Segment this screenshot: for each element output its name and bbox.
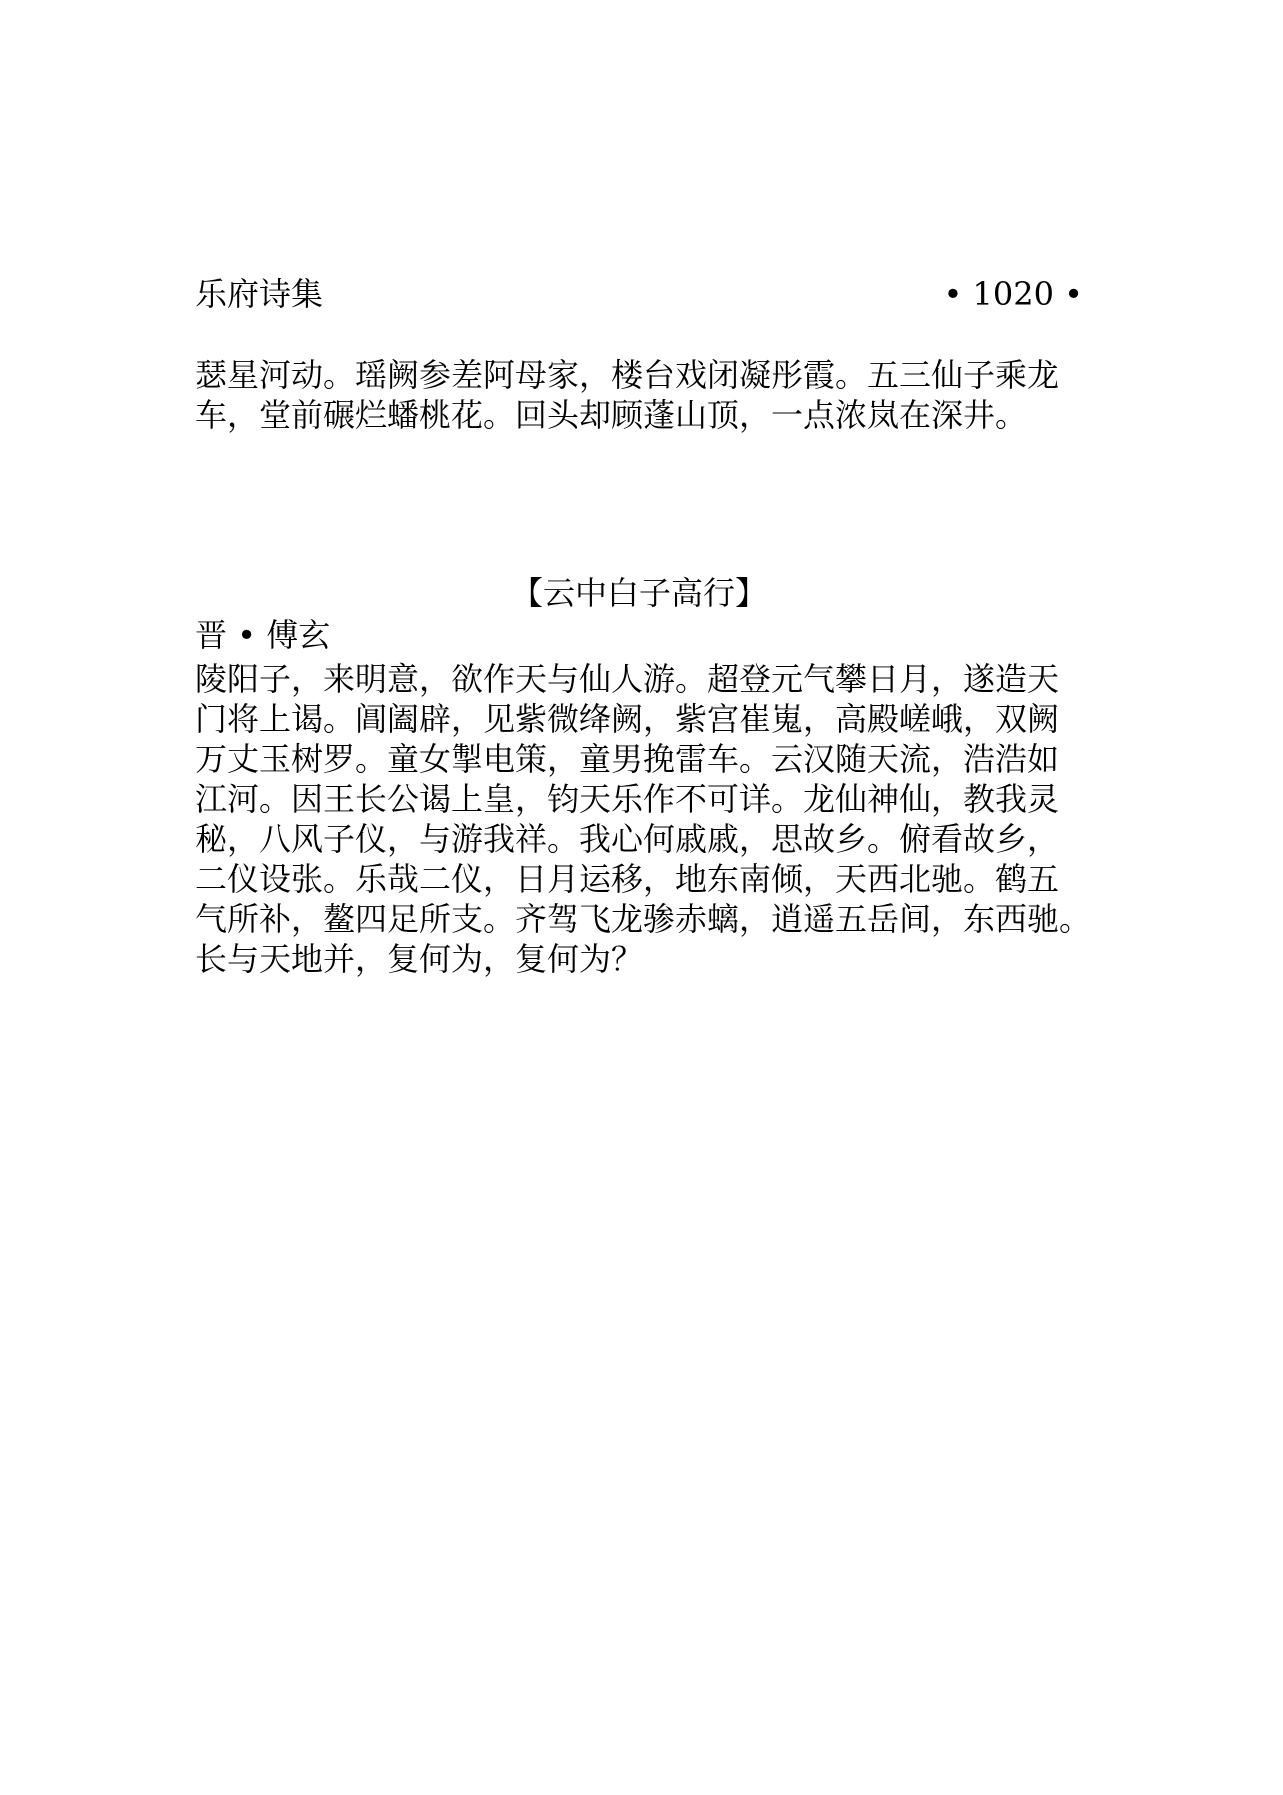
text-line: 陵阳子，来明意，欲作天与仙人游。超登元气攀日月，遂造天 [195, 660, 1060, 698]
text-line: 瑟星河动。瑶阙参差阿母家，楼台戏闭凝彤霞。五三仙子乘龙 [195, 356, 1060, 394]
poem-author: 晋 • 傅玄 [195, 616, 331, 654]
text-line: 二仪设张。乐哉二仪，日月运移，地东南倾，天西北驰。鹤五 [195, 860, 1060, 898]
poem-title: 【云中白子高行】 [510, 574, 767, 612]
text-line: 万丈玉树罗。童女掣电策，童男挽雷车。云汉随天流，浩浩如 [195, 740, 1060, 778]
text-line: 气所补，鳌四足所支。齐驾飞龙骖赤螭，逍遥五岳间，东西驰。 [195, 900, 1092, 938]
text-line: 秘，八风子仪，与游我祥。我心何戚戚，思故乡。俯看故乡， [195, 820, 1060, 858]
text-line: 门将上谒。阊阖辟，见紫微绛阙，紫宫崔嵬，高殿嵯峨，双阙 [195, 700, 1060, 738]
text-line: 江河。因王长公谒上皇，钧天乐作不可详。龙仙神仙，教我灵 [195, 780, 1060, 818]
text-line: 长与天地并，复何为，复何为？ [195, 940, 644, 978]
page-header [195, 272, 1083, 316]
poem-body [195, 659, 1115, 979]
continuation-paragraph [195, 355, 1115, 435]
text-line: 车，堂前碾烂蟠桃花。回头却顾蓬山顶，一点浓岚在深井。 [195, 396, 1028, 434]
book-title: 乐府诗集 [195, 275, 324, 313]
page-number: • 1020 • [943, 275, 1083, 313]
